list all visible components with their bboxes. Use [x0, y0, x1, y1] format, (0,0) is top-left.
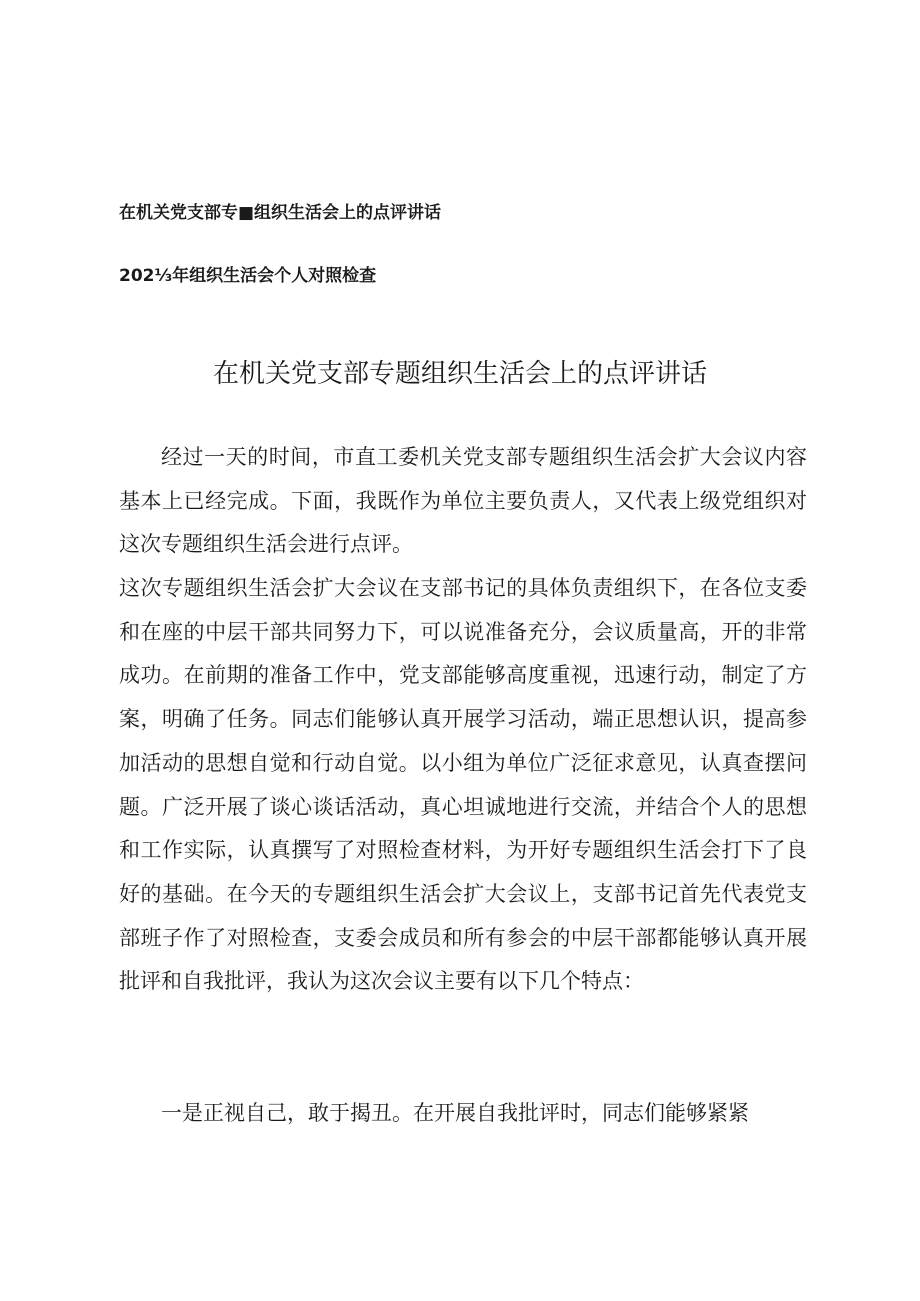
body-paragraph-3: 一是正视自己，敢于揭丑。在开展自我批评时，同志们能够紧紧 — [161, 1101, 749, 1125]
toc-title-line: 在机关党支部专■组织生活会上的点评讲话 — [119, 203, 442, 223]
body-paragraph-1: 经过一天的时间，市直工委机关党支部专题组织生活会扩大会议内容基本上已经完成。下面，我既作为单位主要负责人，又代表上级党组织对这次专题组织生活会进行点评。 — [119, 445, 807, 557]
body-paragraph-2: 这次专题组织生活会扩大会议在支部书记的具体负责组织下，在各位支委和在座的中层干部共同努力下，可以说准备充分，会议质量高，开的非常成功。在前期的准备工作中，党支部能够高度重视，迅速行动，制定了方案，明确了任务。同志们能够认真开展学习活动，端正思想认识，提高参加活动的思想自觉和行动自觉。以小组为单位广泛征求意见，认真查摆问题。广泛开展了谈心谈话活动，真心坦诚地进行交流，并结合个人的思想和工作实际，认真撰写了对照检查材料，为开好专题组织生活会打下了良好的基础。在今天的专题组织生活会扩大会议上，支部书记首先代表党支部班子作了对照检查，支委会成员和所有参会的中层干部都能够认真开展批评和自我批评，我认为这次会议主要有以下几个特点： — [119, 576, 807, 994]
document-title: 在机关党支部专题组织生活会上的点评讲话 — [212, 359, 707, 389]
toc-subtitle-line: 202⅓年组织生活会个人对照检查 — [119, 266, 377, 286]
